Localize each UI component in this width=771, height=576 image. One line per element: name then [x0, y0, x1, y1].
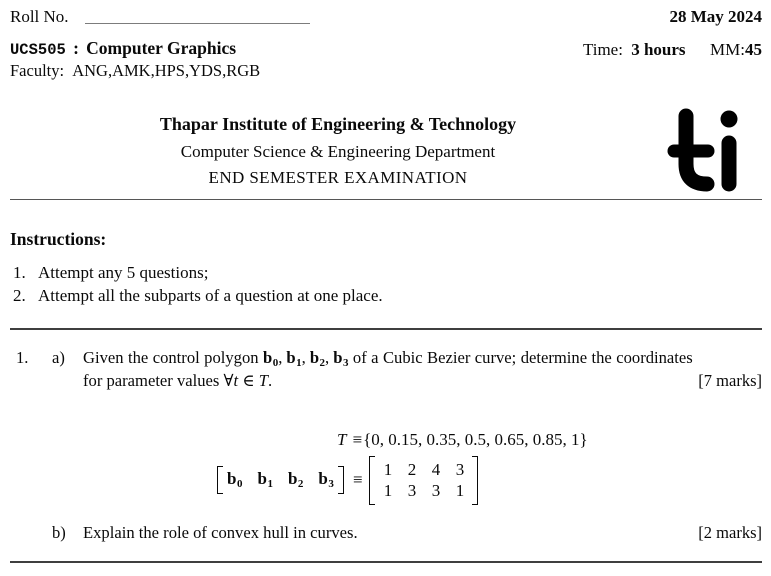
- matrix-cell: 1: [383, 460, 393, 479]
- question-text: Given the control polygon b0, b1, b2, b3 of a Cubic Bezier curve; determine the coordinates: [83, 348, 693, 369]
- coordinate-matrix: [375, 459, 472, 501]
- matrix-right-bracket: [472, 456, 478, 505]
- matrix-cell: 1: [383, 481, 393, 500]
- control-points-inline: b0, b1, b2, b3: [263, 348, 349, 369]
- faculty-label: Faculty:: [10, 61, 65, 80]
- matrix-cell: 2: [407, 460, 417, 479]
- instruction-number: 1.: [13, 263, 26, 282]
- set-values: {0, 0.15, 0.35, 0.5, 0.65, 0.85, 1}: [363, 430, 588, 449]
- matrix-cell: 3: [407, 481, 417, 500]
- instruction-item: [13, 286, 383, 306]
- institute-name: Thapar Institute of Engineering & Technology: [159, 114, 517, 134]
- math-set-definition: [337, 430, 588, 450]
- roll-label: Roll No.: [10, 7, 69, 26]
- instruction-item: [13, 263, 208, 283]
- matrix-cell: 3: [455, 460, 465, 479]
- exam-title: END SEMESTER EXAMINATION: [208, 168, 468, 187]
- course-separator: :: [73, 38, 79, 58]
- course-code: UCS505: [10, 41, 66, 59]
- question-text-line2: for parameter values ∀t ∈ T.: [83, 371, 273, 390]
- right-bracket: [338, 466, 344, 494]
- time-value: 3 hours: [631, 40, 686, 59]
- forall-expression: ∀t ∈ T.: [223, 371, 273, 390]
- part-label: a): [52, 348, 65, 367]
- instruction-text: Attempt all the subparts of a question at one place.: [38, 286, 383, 305]
- time-label: Time:: [582, 40, 623, 59]
- divider-bottom: [10, 561, 762, 563]
- faculty-line: [10, 61, 260, 81]
- faculty-list: ANG,AMK,HPS,YDS,RGB: [72, 61, 261, 80]
- matrix-cell: 1: [455, 481, 465, 500]
- control-point-vector: b0 b1 b2 b3: [227, 468, 334, 490]
- max-marks-label: MM:: [710, 40, 745, 59]
- set-symbol-T: T: [337, 430, 347, 449]
- question-text: Explain the role of convex hull in curves.: [83, 523, 358, 542]
- instruction-text: Attempt any 5 questions;: [38, 263, 209, 282]
- marks-badge: [2 marks]: [698, 523, 762, 542]
- question-number: 1.: [16, 348, 29, 367]
- equiv-symbol: ≡: [352, 430, 363, 449]
- course-title: Computer Graphics: [86, 38, 237, 58]
- math-matrix-equation: [217, 455, 478, 505]
- course-line: [10, 38, 236, 60]
- marks-badge: [7 marks]: [698, 371, 762, 390]
- matrix-cell: 3: [431, 481, 441, 500]
- institute-logo-icon: [667, 108, 745, 196]
- matrix-cell: 4: [431, 460, 441, 479]
- part-label: b): [52, 523, 66, 542]
- divider-instructions: [10, 328, 762, 330]
- instruction-number: 2.: [13, 286, 26, 305]
- instructions-heading: Instructions:: [10, 229, 107, 249]
- divider-header: [10, 199, 762, 200]
- max-marks-value: 45: [745, 40, 762, 59]
- equiv-symbol: ≡: [352, 469, 363, 489]
- exam-date: 28 May 2024: [669, 7, 762, 26]
- roll-number-blank: [85, 9, 310, 24]
- time-marks-line: [583, 40, 762, 60]
- department-name: Computer Science & Engineering Department: [180, 142, 496, 161]
